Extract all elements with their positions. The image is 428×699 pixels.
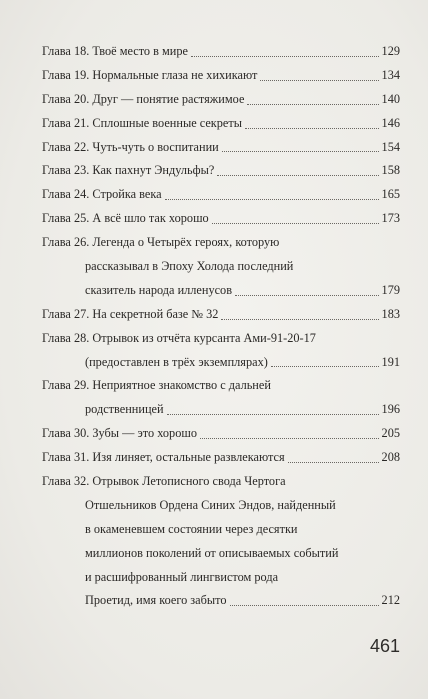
- toc-page-number: 205: [381, 426, 400, 441]
- dot-leader: [260, 80, 378, 81]
- toc-entry: [42, 159, 400, 183]
- toc-entry: [42, 207, 400, 231]
- toc-entry-continuation: [42, 494, 400, 518]
- dot-leader: [221, 319, 378, 320]
- toc-entry: [42, 88, 400, 112]
- toc-entry: [42, 183, 400, 207]
- toc-entry-title: Глава 18. Твоё место в мире: [42, 43, 188, 58]
- toc-entry: [42, 351, 400, 375]
- dot-leader: [212, 223, 379, 224]
- toc-entry: [42, 112, 400, 136]
- toc-entry: [42, 136, 400, 160]
- toc-page-number: 134: [381, 67, 400, 82]
- toc-page-number: 191: [381, 354, 400, 369]
- toc-entry-title: миллионов поколений от описываемых событий: [85, 545, 339, 560]
- dot-leader: [271, 366, 379, 367]
- toc-entry-title: Глава 29. Неприятное знакомство с дальней: [42, 378, 271, 393]
- toc-entry-title: в окаменевшем состоянии через десятки: [85, 521, 298, 536]
- dot-leader: [222, 151, 379, 152]
- dot-leader: [167, 414, 379, 415]
- dot-leader: [191, 56, 379, 57]
- toc-page-number: 158: [381, 163, 400, 178]
- toc-page-number: 212: [381, 593, 400, 608]
- toc-entry-continuation: [42, 231, 400, 255]
- toc-entry-continuation: [42, 374, 400, 398]
- toc-entry-title: Глава 24. Стройка века: [42, 187, 162, 202]
- toc-entry-continuation: [42, 327, 400, 351]
- toc-entry-title: сказитель народа илленусов: [85, 282, 233, 297]
- toc-entry-title: Глава 26. Легенда о Четырёх героях, которую: [42, 235, 280, 250]
- toc-entry-title: родственницей: [85, 402, 164, 417]
- toc-entry: [42, 64, 400, 88]
- dot-leader: [247, 104, 378, 105]
- toc-page-number: 208: [381, 450, 400, 465]
- toc-entry-title: Глава 31. Изя линяет, остальные развлекаются: [42, 450, 285, 465]
- dot-leader: [245, 128, 379, 129]
- toc-page-number: 179: [381, 282, 400, 297]
- toc-entry-title: Отшельников Ордена Синих Эндов, найденный: [85, 497, 336, 512]
- toc-page-number: 196: [381, 402, 400, 417]
- dot-leader: [235, 295, 379, 296]
- toc-entry: [42, 422, 400, 446]
- toc-page-number: 140: [381, 91, 400, 106]
- toc-page-number: 183: [381, 306, 400, 321]
- dot-leader: [230, 605, 379, 606]
- toc-entry-title: Проетид, имя коего забыто: [85, 593, 227, 608]
- toc-entry-title: Глава 21. Сплошные военные секреты: [42, 115, 243, 130]
- toc-entry-continuation: [42, 518, 400, 542]
- toc-entry-title: Глава 23. Как пахнут Эндульфы?: [42, 163, 215, 178]
- toc-entry-title: и расшифрованный лингвистом рода: [85, 569, 279, 584]
- toc-page-number: 165: [381, 187, 400, 202]
- toc-entry-title: рассказывал в Эпоху Холода последний: [85, 259, 294, 273]
- page-number: 461: [369, 636, 400, 656]
- dot-leader: [165, 199, 379, 200]
- toc-entry: [42, 279, 400, 303]
- toc-page-number: 154: [381, 139, 400, 154]
- toc-entry-title: Глава 20. Друг — понятие растяжимое: [42, 91, 245, 106]
- toc-entry-continuation: [42, 255, 400, 279]
- toc-entry: [42, 303, 400, 327]
- dot-leader: [200, 438, 379, 439]
- toc-entry: [42, 589, 400, 613]
- toc-entry-title: Глава 19. Нормальные глаза не хихикают: [42, 67, 258, 82]
- toc-entry-continuation: [42, 542, 400, 566]
- toc-entry-continuation: [42, 470, 400, 494]
- toc-entry-title: Глава 25. А всё шло так хорошо: [42, 211, 209, 226]
- toc-entry: [42, 398, 400, 422]
- toc-entry-title: Глава 28. Отрывок из отчёта курсанта Ами-91-20-17: [42, 330, 316, 345]
- toc-page-number: 146: [381, 115, 400, 130]
- toc-page-number: 173: [381, 211, 400, 226]
- dot-leader: [288, 462, 379, 463]
- toc-entry-title: Глава 27. На секретной базе № 32: [42, 306, 219, 321]
- toc-entry-title: (предоставлен в трёх экземплярах): [85, 354, 268, 369]
- toc-entry-title: Глава 32. Отрывок Летописного свода Чертога: [42, 474, 286, 489]
- toc-entry-title: Глава 22. Чуть-чуть о воспитании: [42, 139, 219, 154]
- toc-entry: [42, 446, 400, 470]
- toc-entry-title: Глава 30. Зубы — это хорошо: [42, 426, 197, 441]
- toc-entry: [42, 40, 400, 64]
- toc-entry-continuation: [42, 566, 400, 590]
- dot-leader: [217, 175, 378, 176]
- table-of-contents: [42, 40, 400, 613]
- toc-page-number: 129: [381, 43, 400, 58]
